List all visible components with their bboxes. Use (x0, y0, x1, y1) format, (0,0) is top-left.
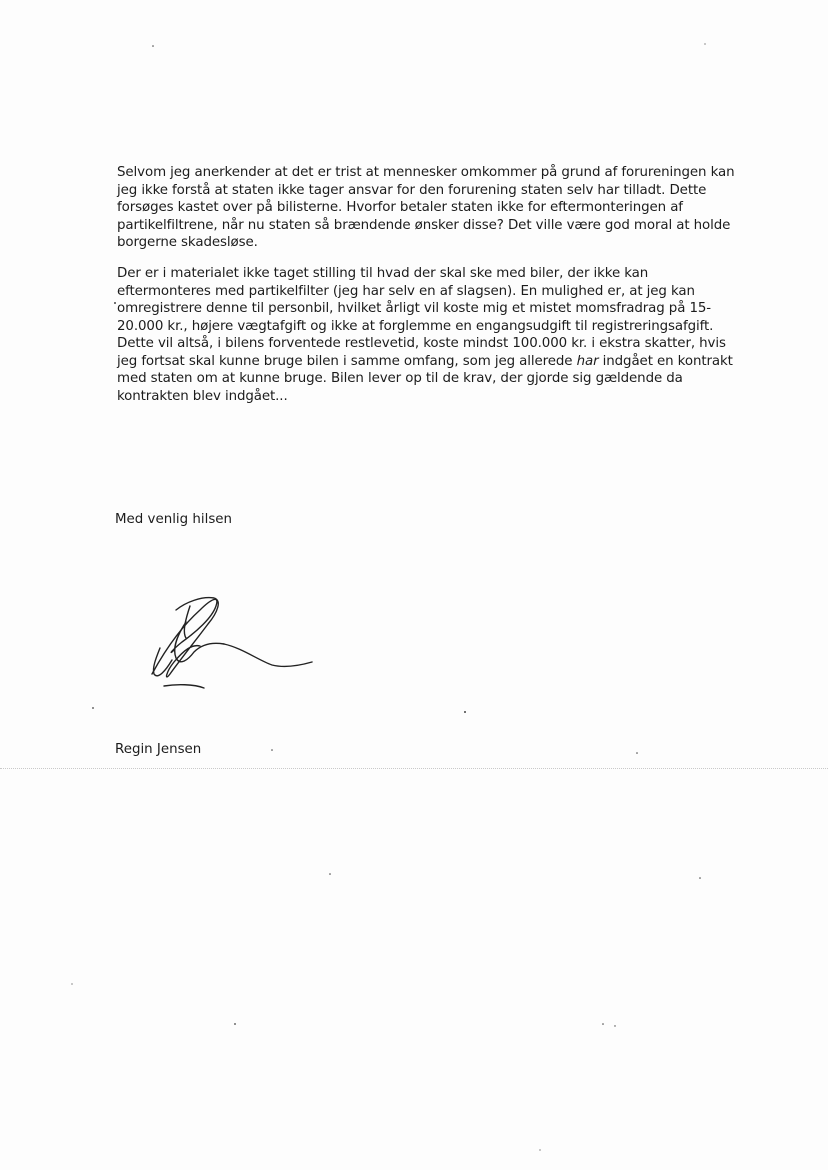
paragraph-pollution-responsibility (117, 164, 735, 252)
text-line: borgerne skadesløse. (117, 235, 258, 250)
handwritten-signature (142, 588, 327, 700)
text-line: Selvom jeg anerkender at det er trist at mennesker omkommer på grund af forureningen kan (117, 165, 735, 180)
text-line: eftermonteres med partikelfilter (jeg har selv en af slagsen). En mulighed er, at jeg kan (117, 283, 695, 299)
text-line: jeg ikke forstå at staten ikke tager ansvar for den forurening staten selv har tilladt. Dette (117, 182, 707, 198)
closing-salutation: Med venlig hilsen (115, 512, 233, 527)
line-text-after: indgået en kontrakt (598, 353, 733, 369)
text-line: omregistrere denne til personbil, hvilket årligt vil koste mig et mistet momsfradrag på 15- (117, 301, 712, 316)
text-line: kontrakten blev indgået... (117, 388, 288, 404)
text-line-with-emphasis (117, 353, 733, 371)
text-line: Dette vil altså, i bilens forventede restlevetid, koste mindst 100.000 kr. i ekstra skatter, hvis (117, 336, 726, 351)
paragraph-vehicles-without-filter (117, 265, 733, 405)
text-line: partikelfiltrene, når nu staten så brændende ønsker disse? Det ville være god moral at holde (117, 217, 731, 233)
text-line: forsøges kastet over på bilisterne. Hvorfor betaler staten ikke for eftermonteringen af (117, 200, 683, 215)
text-line: Der er i materialet ikke taget stilling til hvad der skal ske med biler, der ikke kan (117, 266, 649, 281)
text-line: med staten om at kunne bruge. Bilen lever op til de krav, der gjorde sig gældende da (117, 371, 683, 386)
fold-line (0, 768, 828, 769)
signer-name: Regin Jensen (115, 742, 202, 757)
line-text-before: jeg fortsat skal kunne bruge bilen i samme omfang, som jeg allerede (117, 353, 577, 369)
emphasized-word: har (576, 353, 599, 369)
text-line: 20.000 kr., højere vægtafgift og ikke at forglemme en engangsudgift til registreringsafgift. (117, 318, 714, 334)
